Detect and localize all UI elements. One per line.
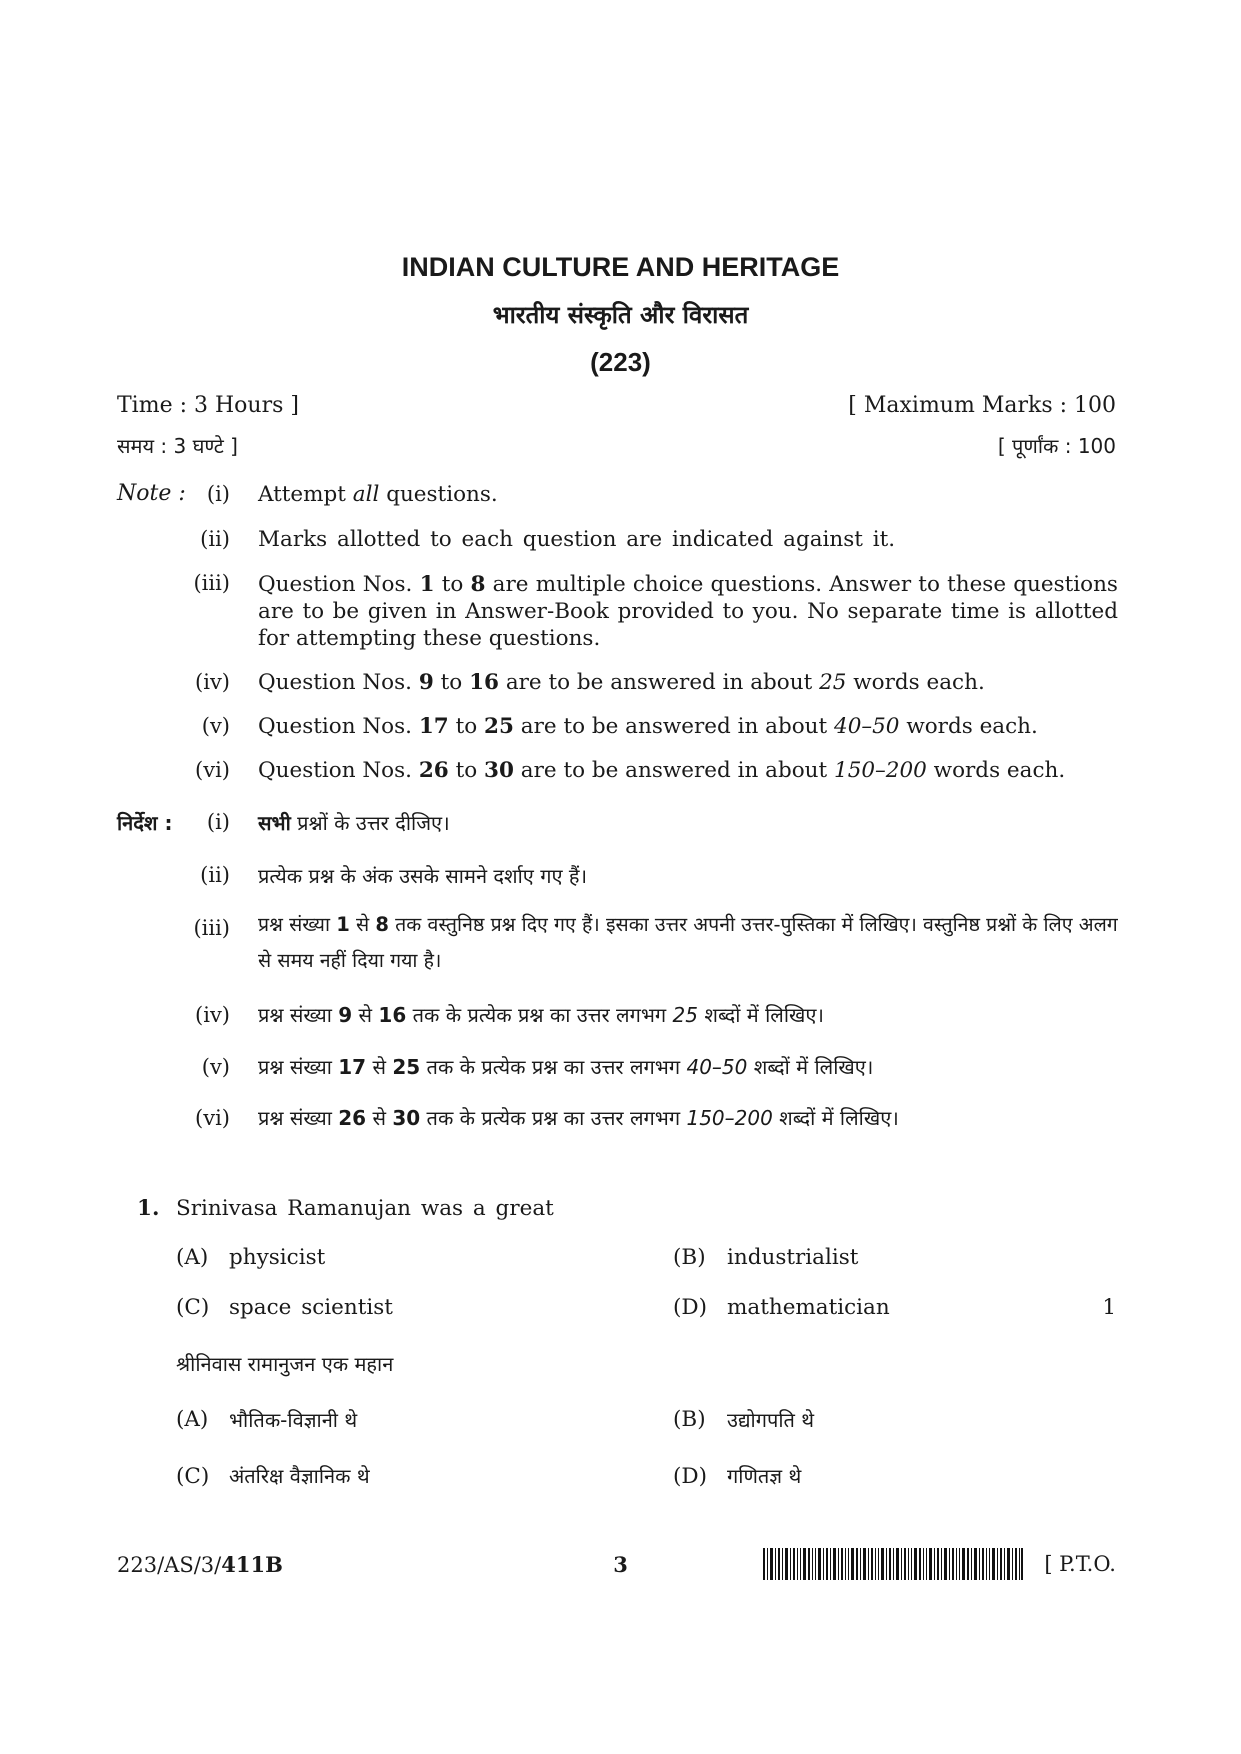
question-1-text-english: Srinivasa Ramanujan was a great bbox=[176, 1196, 554, 1221]
hindi-note-label: निर्देश : bbox=[117, 811, 173, 835]
paper-title-english: INDIAN CULTURE AND HERITAGE bbox=[401, 252, 840, 282]
q1-option-c-label: (C) bbox=[176, 1295, 210, 1320]
note-hi-item-6: प्रश्न संख्या 26 से 30 तक के प्रत्येक प्रश्न का उत्तर लगभग 150–200 शब्दों में लिखिए। bbox=[258, 1106, 899, 1130]
page-number: 3 bbox=[613, 1552, 628, 1577]
q1-option-d-hindi: गणितज्ञ थे bbox=[727, 1464, 802, 1488]
note-hi-item-2: प्रत्येक प्रश्न के अंक उसके सामने दर्शाए गए हैं। bbox=[258, 864, 588, 888]
max-marks-english: [ Maximum Marks : 100 bbox=[848, 393, 1116, 418]
note-en-item-2: Marks allotted to each question are indicated against it. bbox=[258, 527, 896, 552]
q1-option-a-hindi: भौतिक-विज्ञानी थे bbox=[229, 1408, 358, 1432]
q1-option-c-hindi: अंतरिक्ष वैज्ञानिक थे bbox=[229, 1464, 370, 1488]
paper-code: (223) bbox=[590, 347, 651, 377]
paper-code-footer: 223/AS/3/411B bbox=[117, 1552, 283, 1577]
q1-option-b-hindi: उद्योगपति थे bbox=[727, 1408, 815, 1432]
note-en-num-1: (i) bbox=[206, 482, 230, 506]
q1-hi-option-a-label: (A) bbox=[176, 1407, 209, 1432]
note-hi-num-4: (iv) bbox=[195, 1003, 230, 1027]
note-en-num-5: (v) bbox=[201, 714, 230, 738]
note-hi-item-5: प्रश्न संख्या 17 से 25 तक के प्रत्येक प्रश्न का उत्तर लगभग 40–50 शब्दों में लिखिए। bbox=[258, 1055, 874, 1079]
note-en-item-3: Question Nos. 1 to 8 are multiple choice questions. Answer to these questions are to be given in Answer-Book provided to you. No separate time is allotted for attempting these questions. bbox=[258, 572, 1118, 651]
note-hi-num-5: (v) bbox=[201, 1055, 230, 1079]
q1-option-a-english: physicist bbox=[229, 1245, 326, 1270]
time-hindi: समय : 3 घण्टे ] bbox=[117, 434, 238, 458]
note-en-item-4: Question Nos. 9 to 16 are to be answered in about 25 words each. bbox=[258, 670, 985, 695]
note-hi-item-4: प्रश्न संख्या 9 से 16 तक के प्रत्येक प्रश्न का उत्तर लगभग 25 शब्दों में लिखिए। bbox=[258, 1003, 825, 1027]
note-hi-num-6: (vi) bbox=[195, 1106, 230, 1130]
note-en-item-5: Question Nos. 17 to 25 are to be answered in about 40–50 words each. bbox=[258, 714, 1038, 739]
note-en-num-6: (vi) bbox=[195, 758, 230, 782]
note-en-item-6: Question Nos. 26 to 30 are to be answered in about 150–200 words each. bbox=[258, 758, 1066, 783]
q1-hi-option-c-label: (C) bbox=[176, 1464, 210, 1489]
paper-title-hindi: भारतीय संस्कृति और विरासत bbox=[492, 301, 749, 329]
note-hi-num-1: (i) bbox=[206, 810, 230, 834]
note-label: Note : bbox=[117, 481, 186, 506]
q1-option-b-english: industrialist bbox=[727, 1245, 859, 1270]
note-hi-item-3: प्रश्न संख्या 1 से 8 तक वस्तुनिष्ठ प्रश्न दिए गए हैं। इसका उत्तर अपनी उत्तर-पुस्तिका में लिखिए। वस्तुनिष्ठ प्रश्नों के लिए अलग से समय नहीं दिया गया है। bbox=[258, 913, 1118, 972]
q1-option-b-label: (B) bbox=[673, 1245, 706, 1270]
q1-hi-option-b-label: (B) bbox=[673, 1407, 706, 1432]
note-hi-num-2: (ii) bbox=[200, 863, 230, 887]
note-hi-num-3: (iii) bbox=[193, 916, 230, 940]
q1-option-d-english: mathematician bbox=[727, 1295, 890, 1320]
time-english: Time : 3 Hours ] bbox=[117, 393, 299, 418]
note-hi-item-1: सभी प्रश्नों के उत्तर दीजिए। bbox=[258, 811, 450, 835]
q1-hi-option-d-label: (D) bbox=[673, 1464, 708, 1489]
q1-marks: 1 bbox=[1102, 1295, 1116, 1320]
q1-option-a-label: (A) bbox=[176, 1245, 209, 1270]
note-en-num-2: (ii) bbox=[200, 527, 230, 551]
q1-option-c-english: space scientist bbox=[229, 1295, 393, 1320]
max-marks-hindi: [ पूर्णांक : 100 bbox=[997, 434, 1116, 458]
note-en-num-4: (iv) bbox=[195, 670, 230, 694]
question-1-text-hindi: श्रीनिवास रामानुजन एक महान bbox=[176, 1352, 394, 1376]
note-en-num-3: (iii) bbox=[193, 571, 230, 595]
note-en-item-1: Attempt all questions. bbox=[258, 482, 498, 507]
barcode-image bbox=[763, 1548, 1023, 1580]
q1-option-d-label: (D) bbox=[673, 1295, 708, 1320]
pto-label: [ P.T.O. bbox=[1044, 1552, 1116, 1576]
question-1-number: 1. bbox=[137, 1196, 160, 1221]
